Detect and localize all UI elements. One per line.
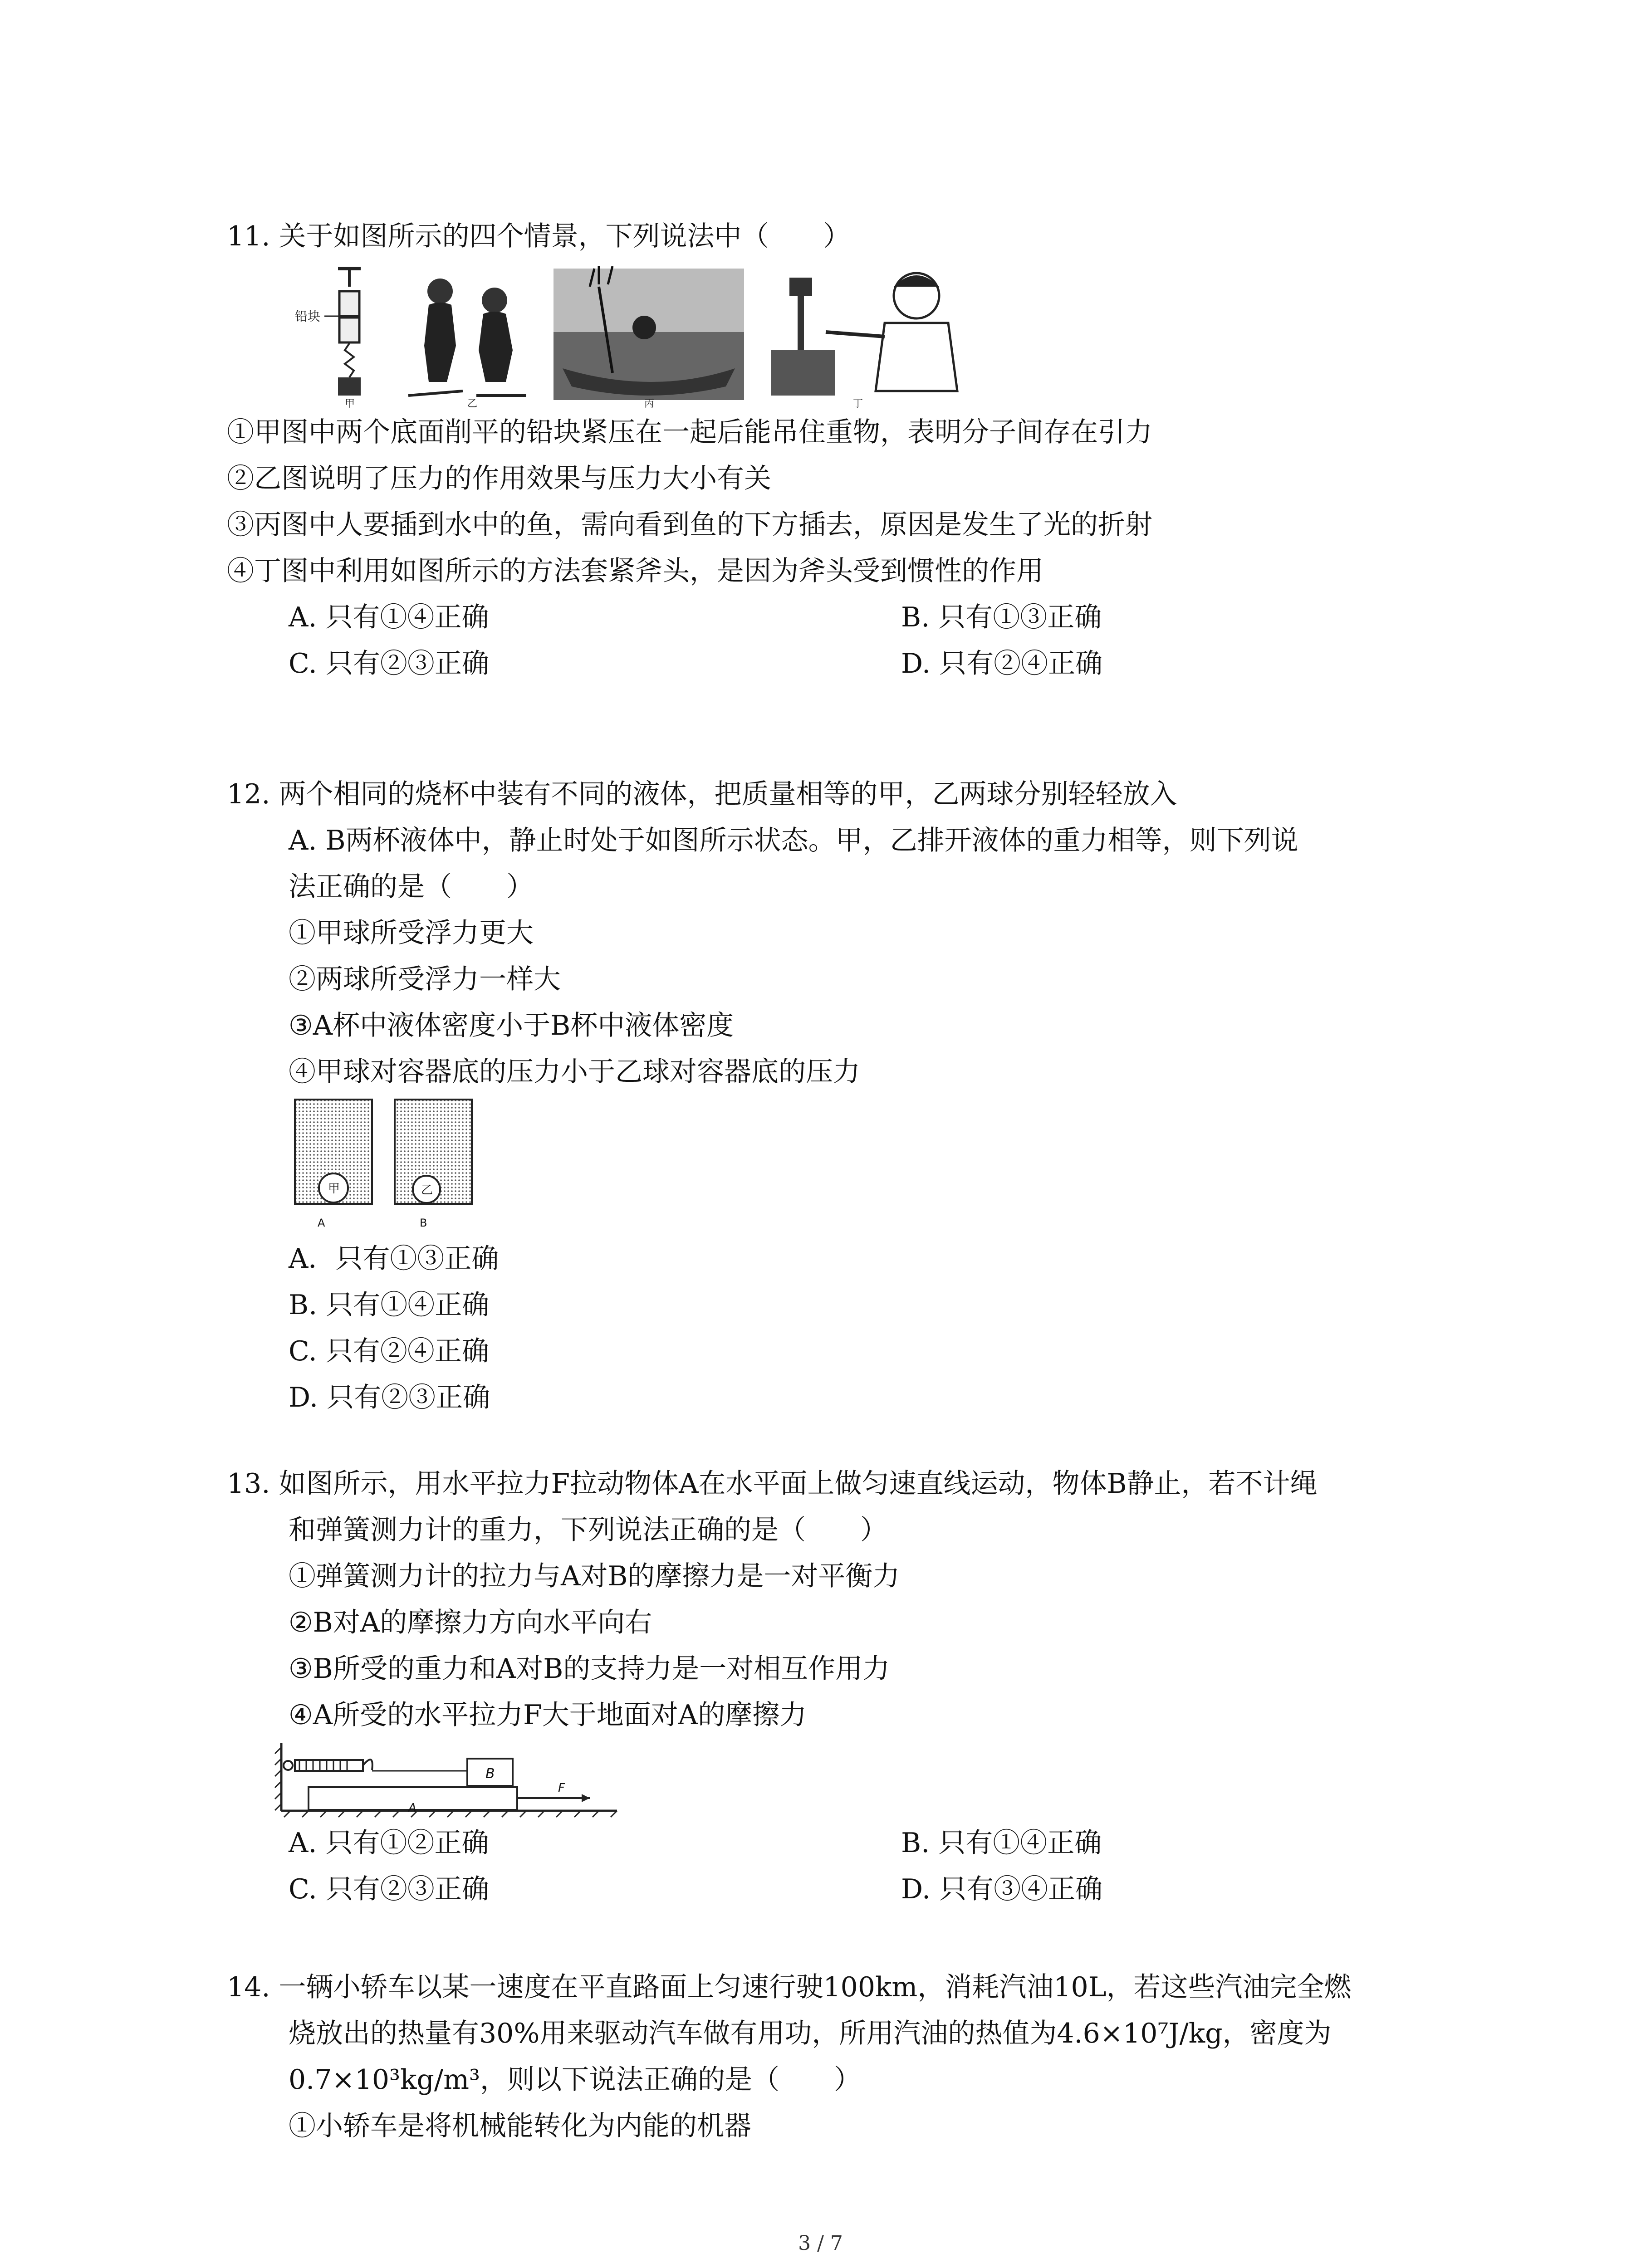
ball-label-jia: 甲 [328, 1182, 340, 1196]
question-stem-line: A. B两杯液体中，静止时处于如图所示状态。甲，乙排开液体的重力相等，则下列说 [289, 825, 1298, 856]
scene-jia [295, 269, 361, 409]
beakers-illustration [290, 1095, 481, 1236]
label-b: B [485, 1766, 495, 1782]
statement: ④甲球对容器底的压力小于乙球对容器底的压力 [289, 1056, 860, 1088]
beaker-b [395, 1100, 472, 1229]
statement: ③丙图中人要插到水中的鱼，需向看到鱼的下方插去，原因是发生了光的折射 [227, 509, 1152, 541]
option-a[interactable]: A. 只有①④正确 [289, 601, 489, 633]
option-a[interactable]: A. 只有①②正确 [289, 1827, 489, 1859]
question-14 [227, 1964, 1452, 2149]
figure-friction-setup [272, 1738, 1452, 1820]
statement: ①甲球所受浮力更大 [289, 917, 534, 949]
option-b[interactable]: B. 只有①④正确 [901, 1827, 1102, 1859]
statement: ①小轿车是将机械能转化为内能的机器 [289, 2110, 751, 2142]
question-stem-line: 13. 如图所示，用水平拉力F拉动物体A在水平面上做匀速直线运动，物体B静止，若不计绳 [227, 1468, 1318, 1500]
question-stem: 11. 关于如图所示的四个情景，下列说法中（ ） [227, 220, 851, 252]
statement: ①甲图中两个底面削平的铅块紧压在一起后能吊住重物，表明分子间存在引力 [227, 416, 1152, 448]
option-b[interactable]: B. 只有①④正确 [289, 1289, 490, 1321]
question-stem-line: 14. 一辆小轿车以某一速度在平直路面上匀速行驶100km，消耗汽油10L，若这些汽油完全燃 [227, 1971, 1352, 2003]
page-number: 3 / 7 [798, 2232, 843, 2255]
spring-scale [284, 1760, 372, 1771]
figure-beakers [290, 1095, 1452, 1236]
option-c[interactable]: C. 只有②④正确 [289, 1335, 489, 1367]
option-c[interactable]: C. 只有②③正确 [289, 1873, 489, 1905]
question-stem-line: 和弹簧测力计的重力，下列说法正确的是（ ） [289, 1514, 887, 1546]
scene-bing [554, 266, 744, 409]
fig-label-bing: 丙 [644, 398, 655, 409]
friction-setup-illustration [272, 1738, 626, 1820]
option-c[interactable]: C. 只有②③正确 [289, 648, 489, 679]
fig-side-label: 铅块 [295, 309, 321, 324]
question-stem-line: 0.7×10³kg/m³，则以下说法正确的是（ ） [289, 2064, 862, 2096]
scene-yi [408, 279, 526, 409]
option-b[interactable]: B. 只有①③正确 [901, 601, 1102, 633]
option-d[interactable]: D. 只有②④正确 [901, 648, 1103, 679]
four-scenes-illustration [281, 259, 989, 409]
statement: ②乙图说明了压力的作用效果与压力大小有关 [227, 463, 771, 494]
question-12 [227, 771, 1452, 1421]
statement: ①弹簧测力计的拉力与A对B的摩擦力是一对平衡力 [289, 1560, 900, 1592]
question-11 [227, 213, 1452, 687]
statement: ②两球所受浮力一样大 [289, 963, 561, 995]
statement: ③A杯中液体密度小于B杯中液体密度 [289, 1010, 734, 1041]
beaker-label-b: B [420, 1217, 427, 1229]
figure-four-scenes [281, 259, 1452, 409]
question-stem-line: 烧放出的热量有30%用来驱动汽车做有用功，所用汽油的热值为4.6×10⁷J/kg，密度为 [289, 2018, 1332, 2049]
fig-label-yi: 乙 [467, 398, 478, 409]
question-13 [227, 1461, 1452, 1912]
statement: ②B对A的摩擦力方向水平向右 [289, 1607, 652, 1638]
fig-label-jia: 甲 [345, 398, 355, 409]
ball-label-yi: 乙 [421, 1183, 433, 1197]
label-a: A [408, 1801, 416, 1815]
option-d[interactable]: D. 只有③④正确 [901, 1873, 1103, 1905]
question-stem-line: 12. 两个相同的烧杯中装有不同的液体，把质量相等的甲，乙两球分别轻轻放入 [227, 778, 1177, 810]
scene-ding [771, 273, 957, 409]
option-a[interactable]: A．只有①③正确 [289, 1243, 499, 1275]
statement: ③B所受的重力和A对B的支持力是一对相互作用力 [289, 1653, 890, 1685]
question-stem-line: 法正确的是（ ） [289, 871, 534, 903]
fig-label-ding: 丁 [853, 398, 863, 409]
statement: ④A所受的水平拉力F大于地面对A的摩擦力 [289, 1699, 807, 1731]
beaker-label-a: A [318, 1217, 325, 1229]
beaker-a [295, 1100, 372, 1229]
statement: ④丁图中利用如图所示的方法套紧斧头，是因为斧头受到惯性的作用 [227, 555, 1043, 587]
label-f: F [558, 1781, 565, 1795]
option-d[interactable]: D. 只有②③正确 [289, 1382, 490, 1413]
